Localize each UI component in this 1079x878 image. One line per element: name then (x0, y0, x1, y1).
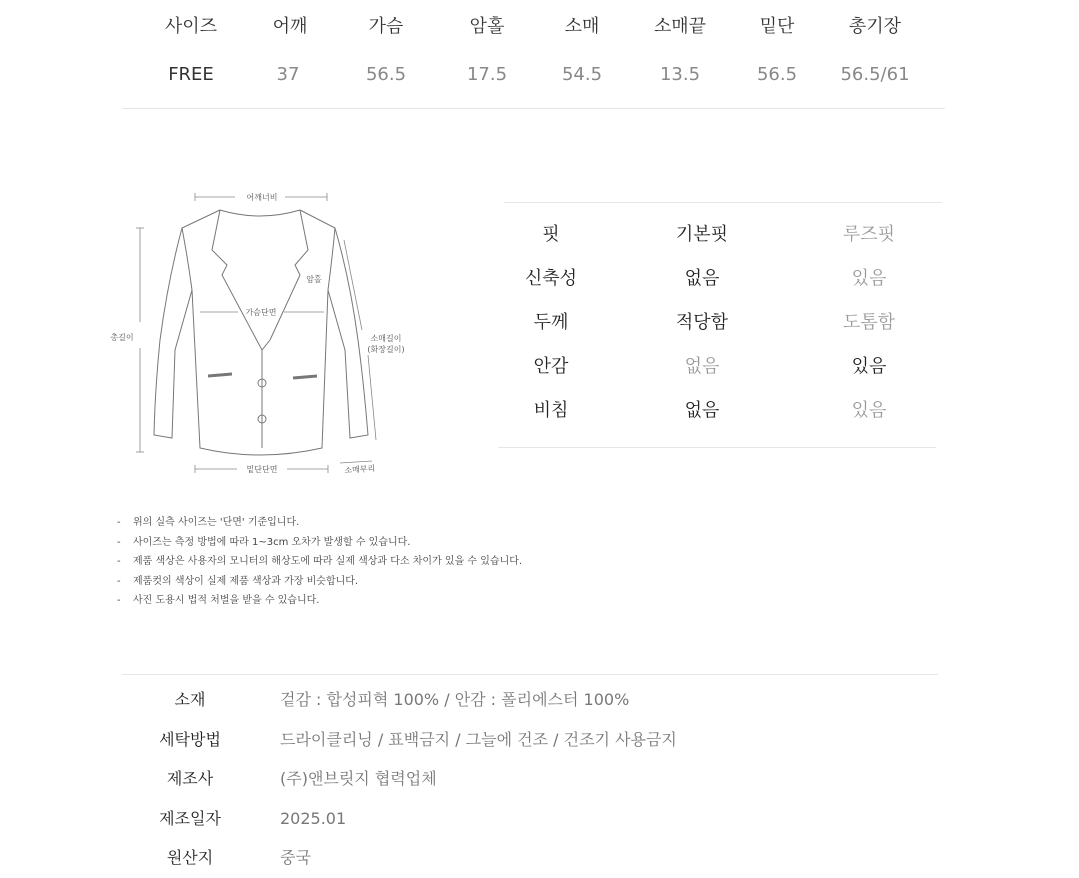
diagram-label-sleeve-cuff: 소매부리 (344, 463, 376, 476)
size-header-sleeve: 소매 (564, 16, 600, 37)
size-cell: 17.5 (466, 64, 508, 85)
size-header-hem: 밑단 (759, 16, 795, 37)
diagram-label-chest: 가슴단면 (245, 308, 277, 317)
note-text: 제품컷의 색상이 실제 제품 색상과 가장 비슷합니다. (133, 576, 359, 587)
spec-row-manufacturer (0, 765, 1079, 793)
attribute-row-stretch (0, 264, 1079, 294)
note-bullet: - (117, 595, 121, 606)
attribute-option: 있음 (851, 400, 887, 421)
attribute-label: 신축성 (524, 268, 578, 289)
size-cell: 54.5 (561, 64, 603, 85)
size-cell: 56.5/61 (840, 64, 910, 85)
note-item (117, 516, 299, 530)
attribute-option: 적당함 (675, 312, 729, 333)
attribute-option: 있음 (851, 356, 887, 377)
note-text: 위의 실측 사이즈는 '단면' 기준입니다. (133, 517, 300, 528)
diagram-label-shoulder: 어깨너비 (246, 193, 278, 202)
spec-label: 소재 (174, 690, 206, 709)
note-item (117, 555, 522, 569)
size-cell: 56.5 (365, 64, 407, 85)
attribute-row-fit (0, 220, 1079, 250)
note-text: 사진 도용시 법적 처벌을 받을 수 있습니다. (133, 595, 320, 606)
spec-label: 세탁방법 (159, 730, 221, 749)
diagram-label-sleeve-length: 소매길이 (370, 334, 402, 343)
size-header-size: 사이즈 (164, 16, 218, 37)
spec-value: (주)앤브릿지 협력업체 (280, 769, 437, 788)
attribute-option: 도톰함 (842, 312, 896, 333)
note-bullet: - (117, 537, 121, 548)
size-header-sleeve-end: 소매끝 (653, 16, 707, 37)
attribute-label: 핏 (542, 224, 560, 245)
attribute-row-thickness (0, 308, 1079, 338)
divider (504, 202, 942, 203)
note-text: 사이즈는 측정 방법에 따라 1~3cm 오차가 발생할 수 있습니다. (133, 537, 411, 548)
attribute-option: 루즈핏 (842, 224, 896, 245)
spec-value: 2025.01 (280, 809, 347, 828)
spec-label: 제조일자 (159, 809, 221, 828)
attribute-option: 없음 (684, 356, 720, 377)
spec-label: 제조사 (166, 769, 214, 788)
note-bullet: - (117, 576, 121, 587)
size-cell: FREE (168, 64, 214, 85)
attribute-label: 비침 (533, 400, 569, 421)
diagram-label-total-length: 총길이 (110, 333, 134, 342)
divider (498, 447, 936, 448)
spec-value: 중국 (280, 848, 311, 867)
spec-label: 원산지 (166, 848, 214, 867)
note-bullet: - (117, 556, 121, 567)
attribute-option: 있음 (851, 268, 887, 289)
spec-row-material (0, 686, 1079, 714)
note-item (117, 536, 410, 550)
size-table-header (0, 12, 1079, 42)
size-header-armhole: 암홀 (469, 16, 505, 37)
size-header-shoulder: 어깨 (272, 16, 308, 37)
diagram-label-armhole: 암홀 (306, 275, 322, 284)
spec-row-manufacture-date (0, 805, 1079, 833)
size-table-row (0, 60, 1079, 90)
size-header-total-length: 총기장 (848, 16, 902, 37)
spec-value: 겉감 : 합성피혁 100% / 안감 : 폴리에스터 100% (280, 690, 630, 709)
attribute-row-lining (0, 352, 1079, 382)
spec-row-origin (0, 844, 1079, 872)
attribute-option: 없음 (684, 268, 720, 289)
size-cell: 13.5 (659, 64, 701, 85)
attribute-option: 없음 (684, 400, 720, 421)
divider (122, 674, 938, 675)
size-header-chest: 가슴 (368, 16, 404, 37)
divider (122, 108, 945, 109)
attribute-row-sheer (0, 396, 1079, 426)
attribute-label: 안감 (533, 356, 569, 377)
attribute-label: 두께 (533, 312, 569, 333)
note-item (117, 575, 358, 589)
diagram-label-sleeve-length-sub: (화장길이) (367, 345, 405, 354)
spec-value: 드라이클리닝 / 표백금지 / 그늘에 건조 / 건조기 사용금지 (280, 730, 677, 749)
size-cell: 56.5 (756, 64, 798, 85)
size-cell: 37 (276, 64, 300, 85)
diagram-label-hem: 밑단단면 (246, 465, 278, 474)
spec-row-washing (0, 726, 1079, 754)
note-bullet: - (117, 517, 121, 528)
note-text: 제품 색상은 사용자의 모니터의 해상도에 따라 실제 색상과 다소 차이가 있을 수 있습니다. (133, 556, 523, 567)
attribute-option: 기본핏 (675, 224, 729, 245)
note-item (117, 594, 319, 608)
